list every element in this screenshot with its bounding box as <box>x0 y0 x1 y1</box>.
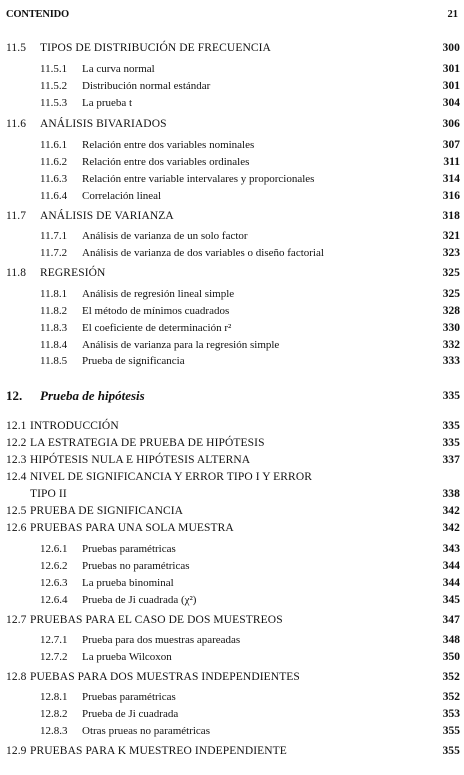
toc-page: 352 <box>442 691 460 703</box>
toc-title: Prueba de significancia <box>82 355 185 367</box>
toc-page: 325 <box>442 267 460 279</box>
toc-number: 11.7.2 <box>40 247 68 259</box>
toc-title: Análisis de varianza de un solo factor <box>82 230 248 242</box>
toc-page: 304 <box>442 97 460 109</box>
toc-section-row <box>0 265 464 281</box>
toc-number: 12.8 <box>6 671 27 683</box>
toc-page: 355 <box>442 745 460 757</box>
toc-number: 11.8 <box>6 267 27 279</box>
toc-section-row <box>0 469 464 485</box>
toc-subsection-row <box>0 188 464 204</box>
toc-page: 352 <box>442 671 460 683</box>
toc-title: Análisis de varianza para la regresión simple <box>82 339 280 351</box>
toc-page: 343 <box>442 543 460 555</box>
toc-number: 11.5.2 <box>40 80 68 92</box>
toc-page: 335 <box>442 420 460 432</box>
toc-number: 12.1 <box>6 420 27 432</box>
toc-number: 12.7 <box>6 614 27 626</box>
toc-subsection-row <box>0 353 464 369</box>
toc-subsection-row <box>0 723 464 739</box>
toc-title: ANÁLISIS DE VARIANZA <box>40 210 174 222</box>
toc-subsection-row <box>0 137 464 153</box>
toc-subsection-row <box>0 706 464 722</box>
toc-page: 307 <box>442 139 460 151</box>
toc-section-row <box>0 743 464 759</box>
toc-page: 330 <box>442 322 460 334</box>
toc-chapter-row <box>0 387 464 405</box>
toc-subsection-row <box>0 689 464 705</box>
toc-number: 11.7 <box>6 210 27 222</box>
toc-number: 11.8.4 <box>40 339 68 351</box>
toc-page: 353 <box>442 708 460 720</box>
toc-section-row <box>0 503 464 519</box>
running-header <box>6 9 458 23</box>
toc-number: 11.6.3 <box>40 173 68 185</box>
toc-page: 335 <box>442 437 460 449</box>
toc-number: 11.6 <box>6 118 27 130</box>
toc-number: 12.7.1 <box>40 634 68 646</box>
toc-page: 335 <box>442 390 460 402</box>
toc-number: 12.5 <box>6 505 27 517</box>
toc-subsection-row <box>0 592 464 608</box>
toc-number: 11.7.1 <box>40 230 68 242</box>
toc-title: Pruebas paramétricas <box>82 543 176 555</box>
toc-number: 12.6.1 <box>40 543 68 555</box>
toc-page: 350 <box>442 651 460 663</box>
toc-subsection-row <box>0 541 464 557</box>
toc-subsection-row <box>0 171 464 187</box>
toc-subsection-row <box>0 649 464 665</box>
toc-page: 323 <box>442 247 460 259</box>
toc-number: 12.8.1 <box>40 691 68 703</box>
toc-title: Prueba para dos muestras apareadas <box>82 634 241 646</box>
toc-subsection-row <box>0 337 464 353</box>
toc-number: 11.8.2 <box>40 305 68 317</box>
toc-title: HIPÓTESIS NULA E HIPÓTESIS ALTERNA <box>30 454 251 466</box>
toc-page: 355 <box>442 725 460 737</box>
toc-title: TIPOS DE DISTRIBUCIÓN DE FRECUENCIA <box>40 42 271 54</box>
running-header-page-number: 21 <box>447 9 458 20</box>
toc-title: PRUEBAS PARA EL CASO DE DOS MUESTREOS <box>30 614 283 626</box>
toc-subsection-row <box>0 320 464 336</box>
toc-number: 12.9 <box>6 745 27 757</box>
toc-page: 318 <box>442 210 460 222</box>
toc-section-row <box>0 452 464 468</box>
toc-title: Análisis de varianza de dos variables o diseño factorial <box>82 247 324 259</box>
toc-section-row <box>0 208 464 224</box>
toc-title: Relación entre dos variables ordinales <box>82 156 250 168</box>
toc-subsection-row <box>0 61 464 77</box>
toc-number: 12.8.3 <box>40 725 68 737</box>
toc-section-row <box>0 669 464 685</box>
toc-section-row <box>0 418 464 434</box>
toc-page: 344 <box>442 577 460 589</box>
toc-page: 316 <box>442 190 460 202</box>
toc-title: El método de mínimos cuadrados <box>82 305 230 317</box>
toc-title: Prueba de Ji cuadrada (χ²) <box>82 594 197 606</box>
toc-page: 314 <box>442 173 460 185</box>
toc-number: 12.4 <box>6 471 27 483</box>
toc-page: 306 <box>442 118 460 130</box>
toc-title: Pruebas no paramétricas <box>82 560 190 572</box>
toc-page: 347 <box>442 614 460 626</box>
toc-page: 342 <box>442 505 460 517</box>
toc-title: PRUEBAS PARA K MUESTREO INDEPENDIENTE <box>30 745 287 757</box>
toc-title: REGRESIÓN <box>40 267 106 279</box>
toc-title: PRUEBAS PARA UNA SOLA MUESTRA <box>30 522 234 534</box>
toc-subsection-row <box>0 575 464 591</box>
toc-number: 12.6 <box>6 522 27 534</box>
toc-title: PUEBAS PARA DOS MUESTRAS INDEPENDIENTES <box>30 671 300 683</box>
running-header-title: CONTENIDO <box>6 9 69 20</box>
toc-section-row <box>0 116 464 132</box>
toc-title: Prueba de Ji cuadrada <box>82 708 179 720</box>
toc-page: 300 <box>442 42 460 54</box>
toc-number: 11.6.2 <box>40 156 68 168</box>
toc-number: 12.3 <box>6 454 27 466</box>
toc-page: 332 <box>442 339 460 351</box>
toc-title: La prueba binominal <box>82 577 174 589</box>
toc-title: Otras prueas no paramétricas <box>82 725 210 737</box>
toc-title: NIVEL DE SIGNIFICANCIA Y ERROR TIPO I Y ERROR <box>30 471 312 483</box>
toc-number: 11.8.3 <box>40 322 68 334</box>
toc-page: 311 <box>443 156 460 168</box>
toc-number: 12.6.4 <box>40 594 68 606</box>
toc-section-row <box>0 612 464 628</box>
toc-title: La prueba t <box>82 97 133 109</box>
toc-number: 11.5.1 <box>40 63 68 75</box>
toc-page: 337 <box>442 454 460 466</box>
toc-subsection-row <box>0 228 464 244</box>
toc-title: Pruebas paramétricas <box>82 691 176 703</box>
toc-title: La prueba Wilcoxon <box>82 651 172 663</box>
toc-number: 12.7.2 <box>40 651 68 663</box>
toc-number: 11.6.1 <box>40 139 68 151</box>
toc-number: 11.6.4 <box>40 190 68 202</box>
toc-page: 344 <box>442 560 460 572</box>
toc-title: Análisis de regresión lineal simple <box>82 288 235 300</box>
toc-number: 11.5.3 <box>40 97 68 109</box>
toc-subsection-row <box>0 78 464 94</box>
toc-page: 342 <box>442 522 460 534</box>
toc-page: 333 <box>442 355 460 367</box>
toc-section-row <box>0 435 464 451</box>
toc-subsection-row <box>0 95 464 111</box>
toc-subsection-row <box>0 245 464 261</box>
toc-subsection-row <box>0 558 464 574</box>
toc-page: 348 <box>442 634 460 646</box>
toc-page: 338 <box>442 488 460 500</box>
toc-subsection-row <box>0 303 464 319</box>
toc-page: 301 <box>442 63 460 75</box>
toc-title: PRUEBA DE SIGNIFICANCIA <box>30 505 184 517</box>
toc-title: TIPO II <box>30 488 67 500</box>
toc-title: ANÁLISIS BIVARIADOS <box>40 118 167 130</box>
toc-page: 325 <box>442 288 460 300</box>
toc-chapter-title: Prueba de hipótesis <box>40 388 145 403</box>
toc-number: 11.8.5 <box>40 355 68 367</box>
toc-section-row <box>0 520 464 536</box>
toc-page: 345 <box>442 594 460 606</box>
toc-title: Relación entre dos variables nominales <box>82 139 255 151</box>
toc-title: LA ESTRATEGIA DE PRUEBA DE HIPÓTESIS <box>30 437 265 449</box>
toc-section-row-continuation <box>0 486 464 502</box>
toc-title: INTRODUCCIÓN <box>30 420 119 432</box>
toc-section-row <box>0 40 464 56</box>
toc-subsection-row <box>0 154 464 170</box>
toc-number: 12.2 <box>6 437 27 449</box>
toc-number: 11.5 <box>6 42 27 54</box>
toc-number: 12.8.2 <box>40 708 68 720</box>
toc-page: 301 <box>442 80 460 92</box>
toc-subsection-row <box>0 286 464 302</box>
toc-chapter-number: 12. <box>6 388 23 403</box>
toc-title: Correlación lineal <box>82 190 162 202</box>
toc-number: 12.6.3 <box>40 577 68 589</box>
toc-number: 12.6.2 <box>40 560 68 572</box>
toc-title: El coeficiente de determinación r² <box>82 322 232 334</box>
toc-subsection-row <box>0 632 464 648</box>
toc-page: 321 <box>442 230 460 242</box>
toc-title: Distribución normal estándar <box>82 80 211 92</box>
toc-page: 328 <box>442 305 460 317</box>
toc-title: La curva normal <box>82 63 155 75</box>
toc-number: 11.8.1 <box>40 288 68 300</box>
toc-title: Relación entre variable intervalares y proporcionales <box>82 173 315 185</box>
